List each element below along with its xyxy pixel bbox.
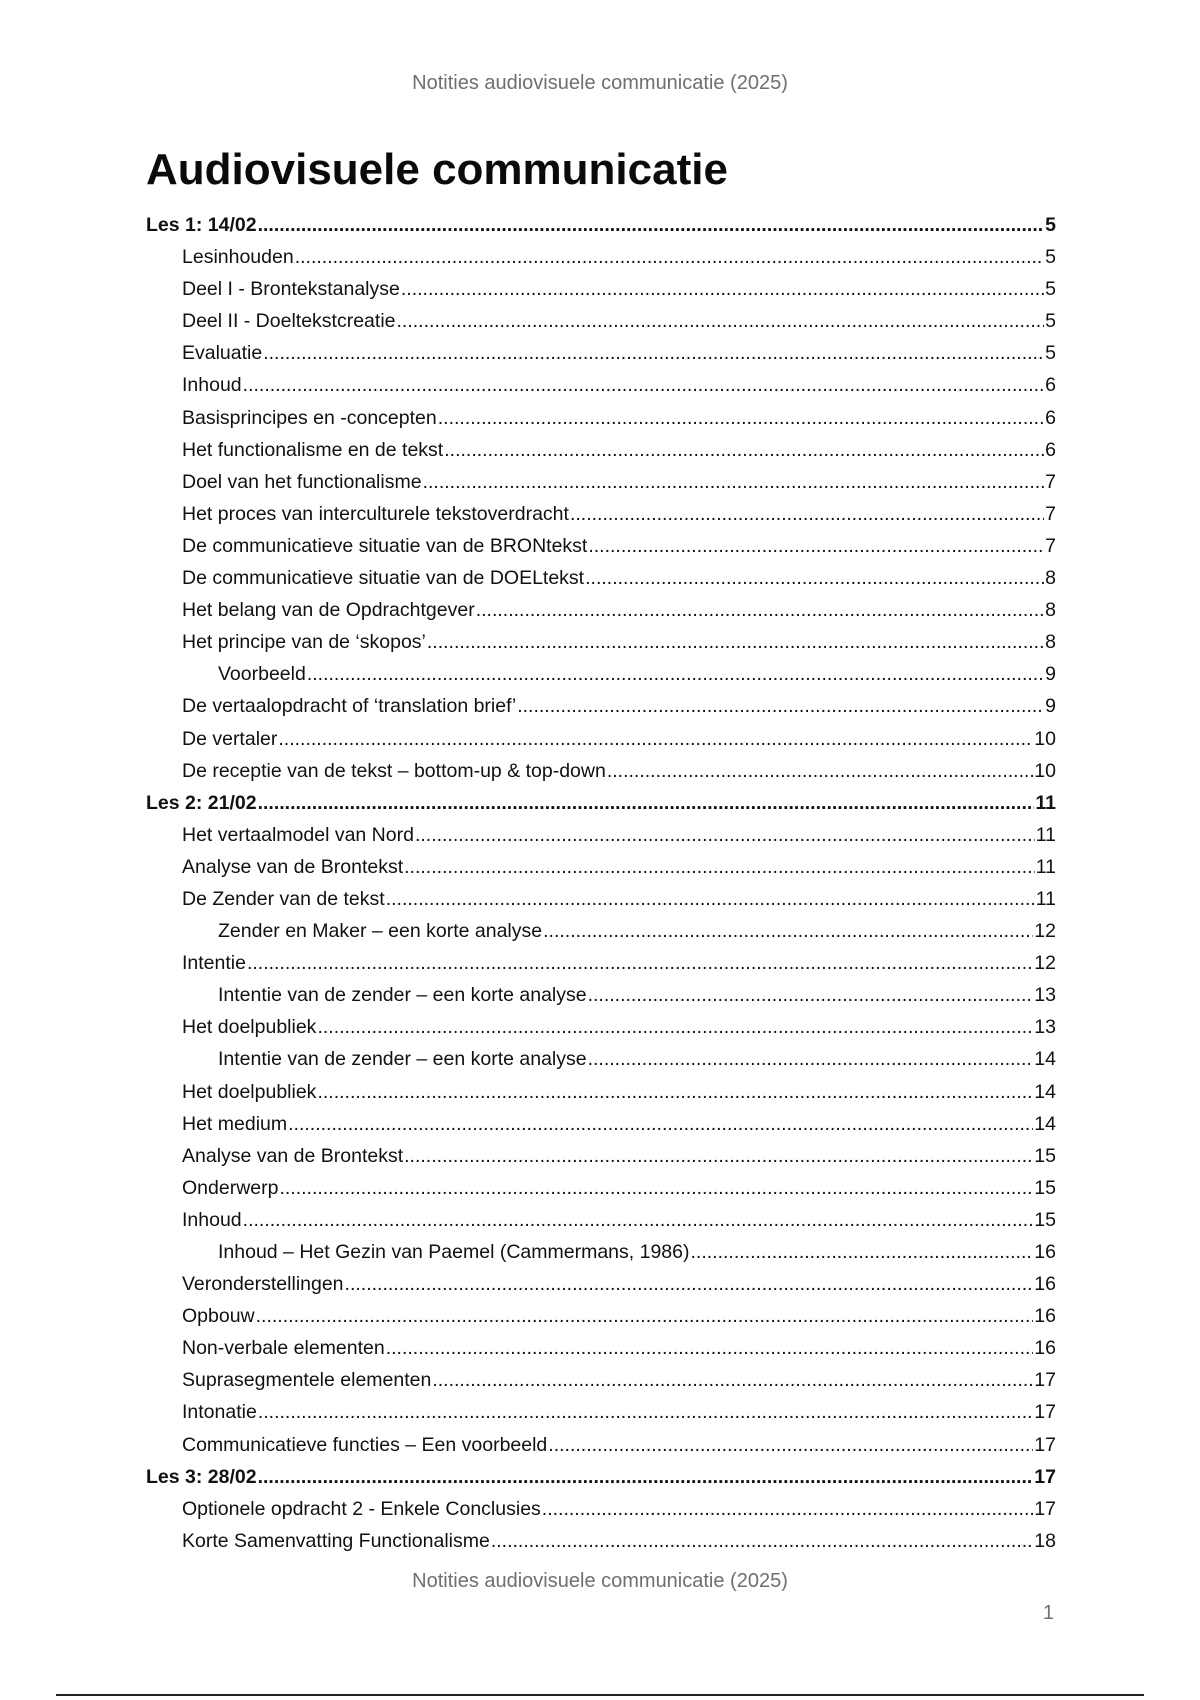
toc-entry[interactable]: [146, 310, 1056, 342]
toc-entry-title: Doel van het functionalisme: [182, 470, 422, 493]
toc-dot-leader: [548, 1434, 1033, 1457]
toc-dot-leader: [288, 1113, 1033, 1136]
toc-entry-page-number: 16: [1034, 1305, 1056, 1328]
toc-entry-page-number: 16: [1034, 1273, 1056, 1296]
toc-entry-page-number: 7: [1045, 534, 1056, 557]
toc-entry[interactable]: [146, 599, 1056, 631]
toc-entry[interactable]: [146, 374, 1056, 406]
toc-entry-title: Het doelpubliek: [182, 1080, 317, 1103]
toc-entry-title: Inhoud: [182, 374, 242, 397]
toc-entry[interactable]: [146, 278, 1056, 310]
toc-chapter-entry[interactable]: [146, 1466, 1056, 1498]
toc-chapter-entry[interactable]: [146, 792, 1056, 824]
toc-entry-title: Het medium: [182, 1112, 288, 1135]
toc-entry-title: Intonatie: [182, 1401, 257, 1424]
toc-entry-page-number: 16: [1034, 1337, 1056, 1360]
toc-dot-leader: [401, 278, 1044, 301]
toc-entry-page-number: 10: [1034, 759, 1056, 782]
toc-dot-leader: [476, 599, 1044, 622]
toc-entry-page-number: 5: [1045, 278, 1056, 301]
toc-entry-page-number: 18: [1034, 1529, 1056, 1552]
toc-entry-title: Lesinhouden: [182, 246, 294, 269]
toc-dot-leader: [588, 1048, 1034, 1071]
toc-entry-page-number: 12: [1034, 920, 1056, 943]
toc-entry-title: Het belang van de Opdrachtgever: [182, 599, 475, 622]
toc-entry[interactable]: [146, 984, 1056, 1016]
toc-entry-title: Suprasegmentele elementen: [182, 1369, 432, 1392]
toc-dot-leader: [415, 824, 1035, 847]
toc-entry[interactable]: [146, 471, 1056, 503]
toc-entry-title: Intentie: [182, 952, 246, 975]
toc-dot-leader: [542, 1498, 1034, 1521]
toc-entry-title: Het vertaalmodel van Nord: [182, 823, 414, 846]
toc-entry-title: De communicatieve situatie van de BRONtekst: [182, 534, 588, 557]
toc-entry-title: Basisprincipes en -concepten: [182, 406, 437, 429]
toc-dot-leader: [585, 567, 1044, 590]
toc-entry-title: Veronderstellingen: [182, 1273, 344, 1296]
toc-entry[interactable]: [146, 1401, 1056, 1433]
toc-dot-leader: [317, 1081, 1033, 1104]
toc-entry[interactable]: [146, 1530, 1056, 1562]
toc-dot-leader: [427, 631, 1044, 654]
toc-entry-title: Non-verbale elementen: [182, 1337, 385, 1360]
toc-entry[interactable]: [146, 407, 1056, 439]
toc-entry-page-number: 15: [1034, 1208, 1056, 1231]
toc-entry-title: De vertaalopdracht of ‘translation brief’: [182, 695, 517, 718]
toc-entry-page-number: 9: [1045, 663, 1056, 686]
toc-dot-leader: [345, 1273, 1034, 1296]
toc-entry[interactable]: [146, 342, 1056, 374]
toc-entry[interactable]: [146, 1305, 1056, 1337]
toc-entry[interactable]: [146, 952, 1056, 984]
toc-entry-page-number: 13: [1034, 984, 1056, 1007]
toc-dot-leader: [258, 1401, 1033, 1424]
toc-entry-page-number: 14: [1034, 1048, 1056, 1071]
toc-entry-page-number: 17: [1034, 1465, 1056, 1488]
toc-entry-title: Intentie van de zender – een korte analyse: [218, 1048, 587, 1071]
page-bottom-divider: [56, 1694, 1144, 1696]
toc-entry-title: Optionele opdracht 2 - Enkele Conclusies: [182, 1497, 541, 1520]
toc-entry[interactable]: [146, 1241, 1056, 1273]
toc-dot-leader: [404, 856, 1035, 879]
toc-entry[interactable]: [146, 1145, 1056, 1177]
toc-dot-leader: [690, 1241, 1033, 1264]
toc-entry-page-number: 11: [1035, 791, 1056, 814]
toc-entry-page-number: 6: [1045, 438, 1056, 461]
toc-entry-page-number: 7: [1045, 502, 1056, 525]
toc-entry-title: Communicatieve functies – Een voorbeeld: [182, 1433, 548, 1456]
toc-entry[interactable]: [146, 1337, 1056, 1369]
toc-entry[interactable]: [146, 1498, 1056, 1530]
toc-entry[interactable]: [146, 856, 1056, 888]
toc-entry[interactable]: [146, 631, 1056, 663]
toc-entry-page-number: 15: [1034, 1144, 1056, 1167]
toc-entry-page-number: 17: [1034, 1433, 1056, 1456]
toc-entry-page-number: 9: [1045, 695, 1056, 718]
toc-entry-title: De receptie van de tekst – bottom-up & top-down: [182, 759, 606, 782]
toc-entry[interactable]: [146, 760, 1056, 792]
toc-entry-title: Deel II - Doeltekstcreatie: [182, 310, 396, 333]
toc-dot-leader: [423, 471, 1045, 494]
toc-dot-leader: [386, 1337, 1034, 1360]
toc-entry-page-number: 14: [1034, 1080, 1056, 1103]
toc-entry-page-number: 14: [1034, 1112, 1056, 1135]
toc-entry-title: Inhoud – Het Gezin van Paemel (Cammermans, 1986): [218, 1241, 690, 1263]
toc-entry-title: De Zender van de tekst: [182, 887, 385, 910]
toc-entry[interactable]: [146, 567, 1056, 599]
toc-dot-leader: [258, 1466, 1034, 1489]
toc-dot-leader: [397, 310, 1045, 333]
toc-dot-leader: [263, 342, 1044, 365]
toc-entry-page-number: 17: [1034, 1401, 1056, 1424]
table-of-contents: [146, 214, 1056, 1562]
toc-entry-page-number: 16: [1034, 1241, 1056, 1263]
toc-entry-title: Intentie van de zender – een korte analyse: [218, 984, 587, 1007]
toc-dot-leader: [258, 792, 1035, 815]
toc-dot-leader: [278, 728, 1033, 751]
toc-entry-page-number: 11: [1035, 855, 1056, 878]
toc-entry-title: Het proces van interculturele tekstoverdracht: [182, 502, 569, 525]
toc-entry-page-number: 11: [1035, 823, 1056, 846]
toc-entry-title: Het doelpubliek: [182, 1016, 317, 1039]
toc-entry[interactable]: [146, 503, 1056, 535]
toc-entry[interactable]: [146, 728, 1056, 760]
toc-dot-leader: [491, 1530, 1033, 1553]
toc-dot-leader: [295, 246, 1044, 269]
toc-entry[interactable]: [146, 246, 1056, 278]
toc-entry-title: Analyse van de Brontekst: [182, 855, 404, 878]
toc-dot-leader: [243, 374, 1044, 397]
toc-dot-leader: [570, 503, 1044, 526]
toc-entry-title: Voorbeeld: [218, 663, 306, 686]
toc-entry-title: Onderwerp: [182, 1176, 279, 1199]
toc-entry-title: Korte Samenvatting Functionalisme: [182, 1529, 490, 1552]
toc-entry-page-number: 6: [1045, 374, 1056, 397]
toc-entry-page-number: 5: [1045, 246, 1056, 269]
toc-dot-leader: [444, 439, 1044, 462]
toc-dot-leader: [588, 984, 1034, 1007]
toc-entry[interactable]: [146, 920, 1056, 952]
toc-entry-page-number: 17: [1034, 1369, 1056, 1392]
toc-entry[interactable]: [146, 1273, 1056, 1305]
toc-entry-title: Zender en Maker – een korte analyse: [218, 920, 543, 943]
toc-entry[interactable]: [146, 663, 1056, 695]
toc-dot-leader: [543, 920, 1033, 943]
toc-entry-title: Opbouw: [182, 1305, 255, 1328]
page-footer: Notities audiovisuele communicatie (2025): [412, 1570, 788, 1592]
toc-entry[interactable]: [146, 695, 1056, 727]
toc-entry-page-number: 15: [1034, 1176, 1056, 1199]
document-title: Audiovisuele communicatie: [146, 145, 728, 194]
toc-dot-leader: [386, 888, 1035, 911]
toc-entry[interactable]: [146, 439, 1056, 471]
toc-entry[interactable]: [146, 1209, 1056, 1241]
toc-dot-leader: [307, 663, 1044, 686]
toc-dot-leader: [247, 952, 1033, 975]
toc-dot-leader: [517, 695, 1044, 718]
toc-entry[interactable]: [146, 1177, 1056, 1209]
toc-entry[interactable]: [146, 1048, 1056, 1080]
toc-entry[interactable]: [146, 535, 1056, 567]
toc-entry-title: Analyse van de Brontekst: [182, 1144, 404, 1167]
toc-entry-page-number: 7: [1045, 470, 1056, 493]
toc-entry-page-number: 17: [1034, 1497, 1056, 1520]
toc-entry-page-number: 11: [1035, 887, 1056, 910]
toc-entry[interactable]: [146, 1016, 1056, 1048]
toc-dot-leader: [607, 760, 1033, 783]
toc-entry-page-number: 8: [1045, 567, 1056, 590]
toc-entry-page-number: 8: [1045, 599, 1056, 622]
toc-entry-page-number: 5: [1045, 214, 1056, 236]
toc-dot-leader: [258, 214, 1045, 237]
toc-entry-page-number: 13: [1034, 1016, 1056, 1039]
toc-entry-title: De communicatieve situatie van de DOELtekst: [182, 567, 585, 590]
toc-dot-leader: [256, 1305, 1034, 1328]
toc-dot-leader: [243, 1209, 1034, 1232]
toc-entry[interactable]: [146, 824, 1056, 856]
toc-entry-title: Inhoud: [182, 1208, 242, 1231]
toc-entry-title: Les 1: 14/02: [146, 214, 257, 236]
page-header: Notities audiovisuele communicatie (2025): [412, 72, 788, 94]
toc-entry[interactable]: [146, 1434, 1056, 1466]
toc-entry-title: De vertaler: [182, 727, 278, 750]
toc-entry-title: Evaluatie: [182, 342, 263, 365]
toc-entry-page-number: 6: [1045, 406, 1056, 429]
toc-chapter-entry[interactable]: [146, 214, 1056, 246]
toc-entry-page-number: 5: [1045, 310, 1056, 333]
toc-dot-leader: [588, 535, 1044, 558]
toc-entry-page-number: 10: [1034, 727, 1056, 750]
toc-entry-title: Les 2: 21/02: [146, 791, 257, 814]
toc-entry-page-number: 5: [1045, 342, 1056, 365]
toc-entry[interactable]: [146, 1081, 1056, 1113]
toc-entry-title: Het principe van de ‘skopos’: [182, 631, 426, 654]
toc-entry[interactable]: [146, 1113, 1056, 1145]
toc-entry-title: Les 3: 28/02: [146, 1465, 257, 1488]
toc-dot-leader: [432, 1369, 1033, 1392]
toc-dot-leader: [317, 1016, 1033, 1039]
toc-entry-page-number: 12: [1034, 952, 1056, 975]
toc-dot-leader: [279, 1177, 1033, 1200]
toc-entry-page-number: 8: [1045, 631, 1056, 654]
toc-entry-title: Deel I - Brontekstanalyse: [182, 278, 400, 301]
toc-entry-title: Het functionalisme en de tekst: [182, 438, 444, 461]
toc-dot-leader: [438, 407, 1044, 430]
toc-dot-leader: [404, 1145, 1033, 1168]
page-number: 1: [1042, 1602, 1054, 1624]
toc-entry[interactable]: [146, 1369, 1056, 1401]
toc-entry[interactable]: [146, 888, 1056, 920]
